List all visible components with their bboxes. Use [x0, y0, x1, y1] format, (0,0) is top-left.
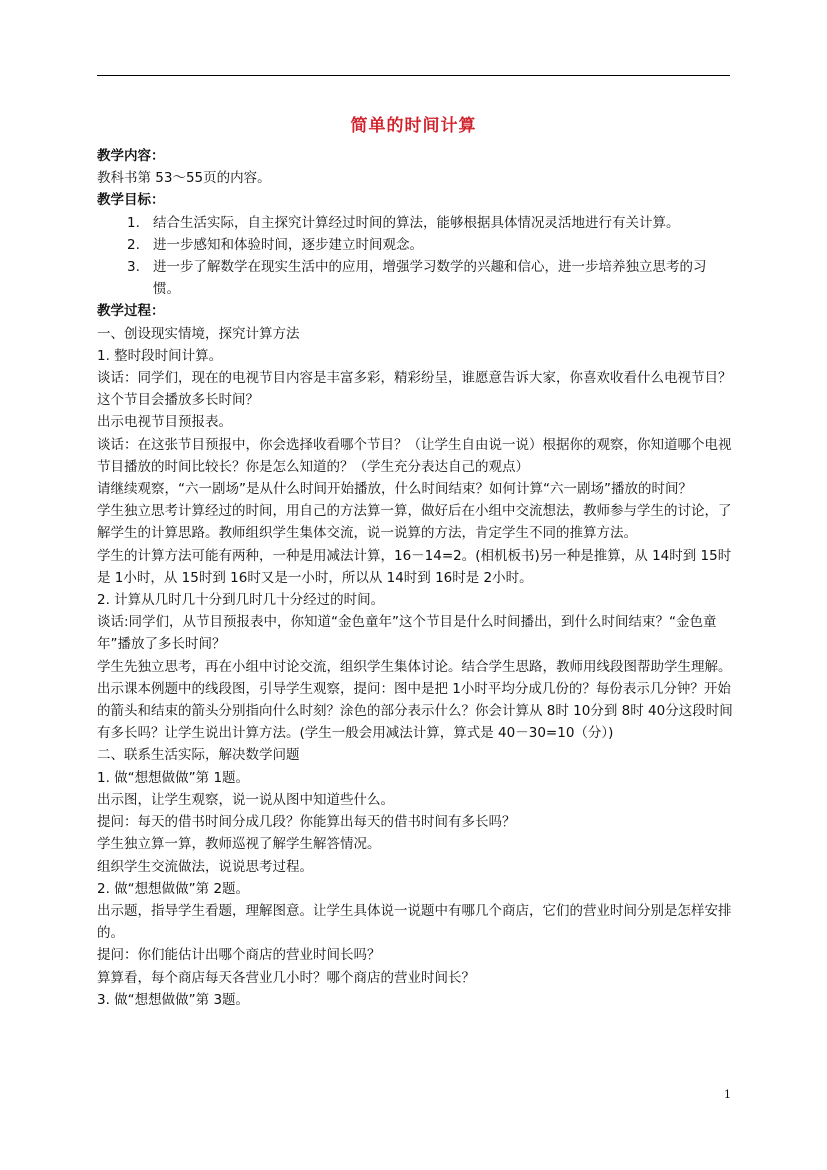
goal-text: 进一步感知和体验时间，逐步建立时间观念。: [153, 236, 423, 253]
paragraph: 1. 整时段时间计算。: [97, 347, 223, 364]
paragraph: 组织学生交流做法，说说思考过程。: [97, 858, 313, 875]
paragraph: 提问：每天的借书时间分成几段？你能算出每天的借书时间有多长吗？: [97, 814, 516, 831]
paragraph: 出示电视节目预报表。: [97, 414, 232, 431]
paragraph: 算算看，每个商店每天各营业几小时？哪个商店的营业时间长？: [97, 969, 475, 986]
goal-text: 进一步了解数学在现实生活中的应用，增强学习数学的兴趣和信心，进一步培养独立思考的习惯。: [153, 259, 707, 298]
paragraph: 学生先独立思考，再在小组中讨论交流，组织学生集体讨论。结合学生思路，教师用线段图帮助学生理解。: [97, 658, 732, 675]
goal-item: [97, 212, 733, 234]
paragraph: 出示课本例题中的线段图，引导学生观察，提问：图中是把 1小时平均分成几份的？每份表示几分钟？开始的箭头和结束的箭头分别指向什么时刻？涂色的部分表示什么？你会计算从 8时 10分到 8时 40分这段时间有多长吗？让学生说出计算方法。(学生一般会用减法计算，算式是 40－30=10（分）): [97, 680, 733, 742]
paragraph: 2. 做“想想做做”第 2题。: [97, 880, 250, 897]
paragraph: 一、创设现实情境，探究计算方法: [97, 325, 300, 342]
process-heading: 教学过程：: [97, 303, 165, 320]
document-body: [97, 145, 733, 1011]
content-heading: 教学内容：: [97, 148, 165, 164]
paragraph: 二、联系生活实际，解决数学问题: [97, 747, 300, 764]
paragraph: 1. 做“想想做做”第 1题。: [97, 769, 250, 786]
page-number: 1: [724, 1088, 731, 1101]
goal-number: 3.: [127, 259, 140, 276]
paragraph: 提问：你们能估计出哪个商店的营业时间长吗？: [97, 947, 381, 964]
goal-item: [97, 234, 733, 256]
goal-item: [97, 256, 733, 300]
paragraph: 请继续观察，“六一剧场”是从什么时间开始播放，什么时间结束？如何计算“六一剧场”播放的时间？: [97, 481, 692, 498]
header-rule: [97, 75, 730, 76]
paragraph: 谈话：在这张节目预报中，你会选择收看哪个节目？（让学生自由说一说）根据你的观察，你知道哪个电视节目播放的时间比较长？你是怎么知道的？（学生充分表达自己的观点）: [97, 436, 732, 475]
goals-list: [97, 212, 733, 301]
paragraph: 出示题，指导学生看题，理解图意。让学生具体说一说题中有哪几个商店，它们的营业时间分别是怎样安排的。: [97, 902, 732, 942]
paragraph: 学生的计算方法可能有两种，一种是用减法计算，16－14=2。(相机板书)另一种是推算，从 14时到 15时是 1小时，从 15时到 16时又是一小时，所以从 14时到 16时是 2小时。: [97, 547, 732, 586]
goal-text: 结合生活实际，自主探究计算经过时间的算法，能够根据具体情况灵活地进行有关计算。: [153, 214, 680, 231]
paragraph: 3. 做“想想做做”第 3题。: [97, 991, 250, 1008]
paragraph: 出示图，让学生观察，说一说从图中知道些什么。: [97, 791, 394, 808]
goal-number: 1.: [127, 214, 140, 231]
paragraph: 谈话:同学们，从节目预报表中，你知道“金色童年”这个节目是什么时间播出，到什么时间结束？“金色童年”播放了多长时间？: [97, 614, 717, 653]
paragraph: 学生独立算一算，教师巡视了解学生解答情况。: [97, 836, 381, 853]
paragraph: 学生独立思考计算经过的时间，用自己的方法算一算，做好后在小组中交流想法，教师参与学生的讨论，了解学生的计算思路。教师组织学生集体交流，说一说算的方法，肯定学生不同的推算方法。: [97, 503, 732, 542]
goals-heading: 教学目标：: [97, 192, 165, 209]
paragraph: 谈话：同学们，现在的电视节目内容是丰富多彩，精彩纷呈，谁愿意告诉大家，你喜欢收看什么电视节目？这个节目会播放多长时间？: [97, 370, 732, 409]
goal-number: 2.: [127, 236, 140, 253]
paragraph: 2. 计算从几时几十分到几时几十分经过的时间。: [97, 592, 385, 609]
page-title: 简单的时间计算: [350, 116, 477, 136]
content-text: 教科书第 53～55页的内容。: [97, 170, 271, 187]
